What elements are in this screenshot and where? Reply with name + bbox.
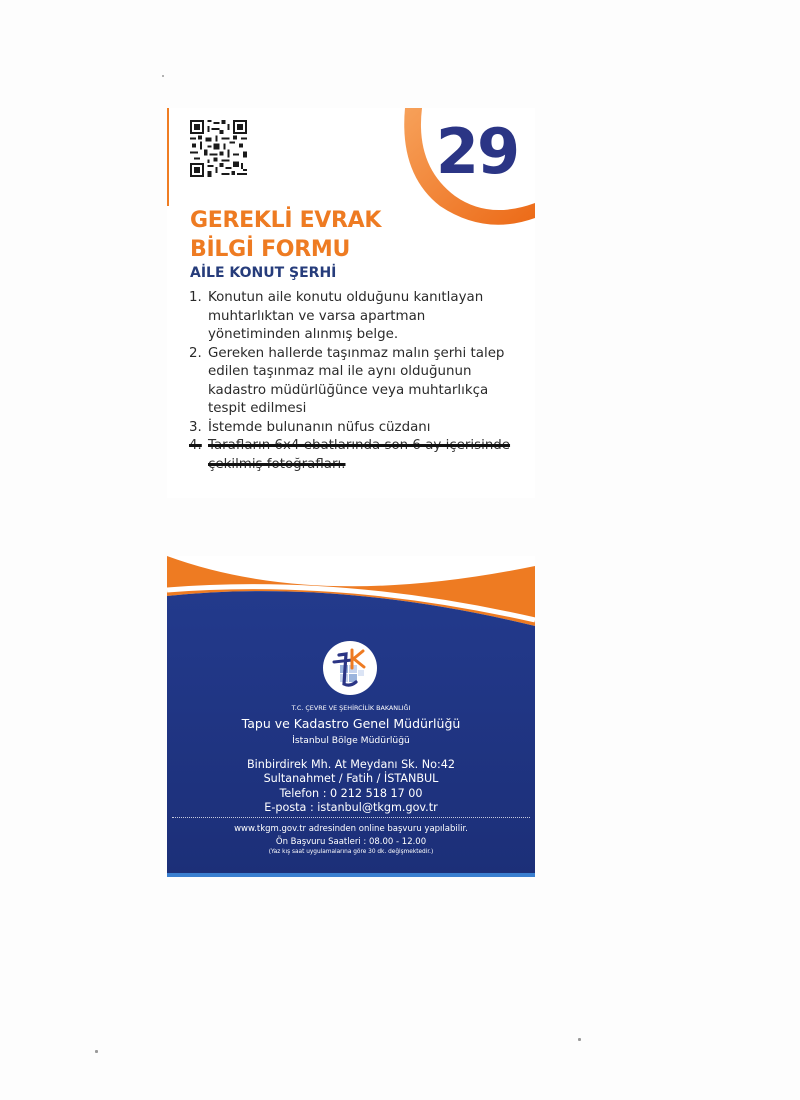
office-hours-line: Ön Başvuru Saatleri : 08.00 - 12.00	[275, 836, 427, 847]
footer-bottom-stripe	[167, 873, 535, 877]
online-application-info	[167, 823, 535, 857]
form-number: 29	[435, 115, 519, 188]
dotted-divider	[172, 817, 530, 818]
organization-name: Tapu ve Kadastro Genel Müdürlüğü	[241, 716, 461, 731]
address-line: Binbirdirek Mh. At Meydanı Sk. No:42	[246, 758, 455, 771]
scan-speck	[578, 1038, 581, 1041]
ministry-name: T.C. ÇEVRE VE ŞEHİRCİLİK BAKANLIĞI	[291, 704, 411, 712]
list-item	[189, 345, 519, 419]
title-line: GEREKLİ EVRAK	[190, 208, 382, 233]
item-number: 1.	[189, 290, 202, 305]
item-number: 3.	[189, 419, 202, 435]
qr-code-icon	[190, 120, 247, 177]
hours-note-line: (Yaz kış saat uygulamalarına göre 30 dk. değişmektedir.)	[268, 849, 434, 855]
item-number: 4.	[189, 438, 202, 453]
list-item	[189, 289, 519, 345]
item-text: İstemde bulunanın nüfus cüzdanı	[208, 419, 431, 435]
title-line: BİLGİ FORMU	[190, 237, 351, 262]
scan-speck	[162, 75, 164, 77]
form-title	[190, 206, 381, 264]
email-line: E-posta : istanbul@tkgm.gov.tr	[264, 801, 438, 815]
regional-office-name: İstanbul Bölge Müdürlüğü	[292, 735, 410, 746]
website-line: www.tkgm.gov.tr adresinden online başvuru yapılabilir.	[234, 824, 468, 834]
card-edge-stripe	[167, 108, 169, 206]
tkgm-logo-icon	[322, 640, 378, 696]
item-text: Konutun aile konutu olduğunu kanıtlayan muhtarlıktan ve varsa apartman yönetiminden alınmış belge.	[208, 290, 484, 342]
form-subtitle: AİLE KONUT ŞERHİ	[190, 265, 337, 281]
list-item-struck	[189, 437, 519, 474]
phone-line: Telefon : 0 212 518 17 00	[279, 786, 423, 800]
item-text: Gereken hallerde taşınmaz malın şerhi talep edilen taşınmaz mal ile aynı olduğunun kadastro müdürlüğünce veya muhtarlıkça tespit edilmesi	[208, 345, 505, 416]
scan-speck	[95, 1050, 98, 1053]
item-number: 2.	[189, 345, 202, 361]
contact-details	[167, 758, 535, 816]
address-line: Sultanahmet / Fatih / İSTANBUL	[263, 772, 439, 786]
required-documents-list	[189, 289, 519, 474]
item-text: Tarafların 6x4 ebatlarında son 6 ay içerisinde çekilmiş fotoğrafları.	[208, 438, 511, 472]
list-item	[189, 419, 519, 438]
